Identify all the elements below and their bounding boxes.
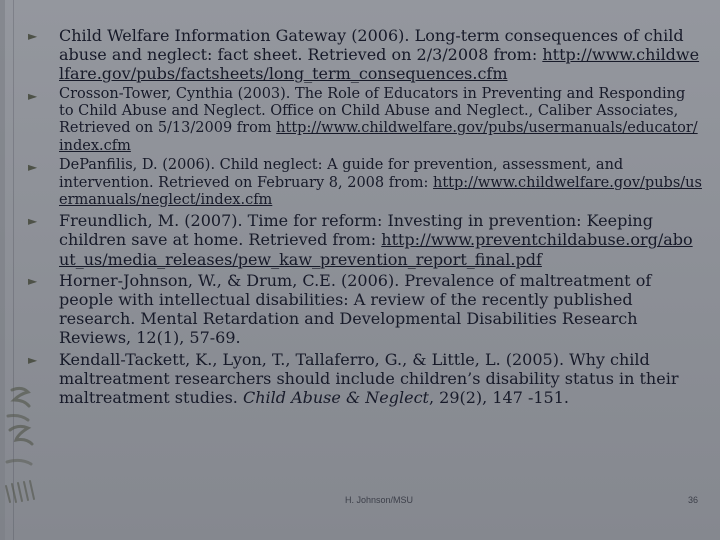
reference-item [28, 350, 702, 408]
reference-item [28, 157, 702, 209]
reference-segment: Child Welfare Information Gateway (2006). Long-term consequences of child abuse and neglect: fact sheet. Retrieved on 2/3/2008 from: [59, 26, 684, 65]
slide-footer [0, 495, 720, 507]
reference-segment: Horner-Johnson, W., & Drum, C.E. (2006). Prevalence of maltreatment of people with intellectual disabilities: A review of the recently published research. Mental Retardation and Developmental Disabilities Research Reviews, 12(1), 57-69. [59, 270, 652, 348]
reference-list [28, 26, 702, 409]
reference-link[interactable]: http://www.childwelfare.gov/pubs/usermanuals/educator/index.cfm [59, 120, 698, 154]
reference-segment: DePanfilis, D. (2006). Child neglect: A guide for prevention, assessment, and intervention. Retrieved on February 8, 2008 from: [59, 157, 624, 191]
footer-author: H. Johnson/MSU [345, 495, 414, 505]
left-edge-strip [0, 0, 5, 540]
slide-page-number: 36 [687, 495, 698, 505]
bullet-arrow-icon: ► [28, 352, 38, 367]
reference-item [28, 86, 702, 156]
bullet-arrow-icon: ► [28, 214, 38, 229]
bullet-arrow-icon: ► [28, 29, 38, 43]
reference-item [28, 211, 702, 269]
reference-text [59, 271, 702, 348]
reference-segment: Freundlich, M. (2007). Time for reform: Investing in prevention: Keeping children save at home. Retrieved from: [59, 211, 653, 250]
reference-segment: Crosson-Tower, Cynthia (2003). The Role of Educators in Preventing and Responding to Child Abuse and Neglect. Office on Child Abuse and Neglect., Caliber Associates, Retrieved on 5/13/2009 from [59, 85, 686, 137]
reference-link[interactable]: http://www.childwelfare.gov/pubs/factsheets/long_term_consequences.cfm [59, 45, 700, 84]
reference-link[interactable]: http://www.preventchildabuse.org/about_us/media_releases/pew_kaw_prevention_report_final.pdf [59, 230, 693, 269]
reference-item [28, 26, 702, 84]
reference-text [59, 211, 702, 269]
reference-text [59, 350, 702, 408]
reference-segment: , 29(2), 147 -151. [428, 387, 569, 407]
bullet-arrow-icon: ► [28, 273, 38, 288]
reference-text [59, 86, 702, 156]
left-accent-line [13, 0, 14, 540]
reference-item [28, 271, 702, 348]
bullet-arrow-icon: ► [28, 160, 38, 175]
journal-title: Child Abuse & Neglect [242, 387, 429, 407]
reference-text [59, 157, 702, 209]
bullet-arrow-icon: ► [28, 88, 38, 103]
reference-segment: Kendall-Tackett, K., Lyon, T., Tallaferro, G., & Little, L. (2005). Why child maltreatment researchers should include children’s disability status in their maltreatment studies. [59, 349, 679, 407]
reference-text [59, 26, 702, 84]
reference-link[interactable]: http://www.childwelfare.gov/pubs/usermanuals/neglect/index.cfm [59, 174, 702, 208]
